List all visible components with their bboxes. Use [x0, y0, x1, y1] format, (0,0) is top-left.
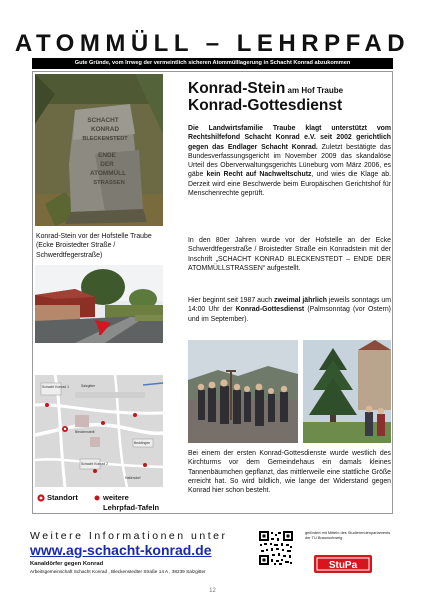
- map-label: Beddingen: [134, 441, 151, 445]
- p1-text-a: Zuletzt bestätigte das Bundesverfassungsgericht im November 2009 das skandalöse Urteil des Oberverwaltungsgerichts Lüneburg vom März 2006, es gäbe: [188, 143, 391, 179]
- p3-bold: zweimal jährlich: [274, 297, 327, 304]
- paragraph-service: [188, 296, 391, 324]
- website-link[interactable]: www.ag-schacht-konrad.de: [30, 542, 212, 558]
- p3-text-c: (Palmsonntag (vor Ostern) und im September).: [188, 306, 391, 323]
- stone-text: SCHACHT: [87, 117, 119, 124]
- stone-text: ATOMMÜLL: [90, 170, 126, 177]
- p1-text-b: , und wies die Klage ab. Derzeit wird eine Beschwerde beim Europäischen Gerichtshof für Menschenrechte geprüft.: [188, 171, 391, 198]
- service-photo-procession: [188, 340, 298, 443]
- headline-small: am Hof Traube: [285, 86, 344, 95]
- stone-text: DER: [100, 161, 114, 168]
- page-title: ATOMMÜLL – LEHRPFAD: [14, 30, 411, 57]
- p3-text-a: Hier beginnt seit 1987 auch: [188, 297, 275, 304]
- stone-photo: [35, 74, 163, 226]
- map-label: Salzgitter: [81, 384, 96, 388]
- headline-konrad-stein: [188, 80, 343, 98]
- service-photo-tree: [303, 340, 391, 443]
- stone-caption: Konrad-Stein vor der Hofstelle Traube (Ecke Broistedter Straße / Schwerdtfegerstraße): [36, 233, 152, 259]
- footer-org: Kanaldörfer gegen Konrad: [30, 561, 104, 567]
- p1-bold-2: kein Recht auf Nachweltschutz: [206, 171, 312, 179]
- weitere-marker-icon: [94, 495, 100, 501]
- headline-main: Konrad-Stein: [188, 80, 286, 97]
- footer-info: Weitere Informationen unter: [30, 530, 228, 542]
- stone-text: KONRAD: [90, 126, 120, 133]
- paragraph-stone: In den 80er Jahren wurde vor der Hofstelle an der Ecke Schwerdtfegerstraße / Broistedter Straße ein Konradstein mit der Inschrift „SCHACHT KONRAD BLECKENSTEDT – ENDE DER ATOMMÜLLSTRASSEN“ aufgestellt.: [188, 237, 391, 272]
- page-number: 12: [209, 588, 216, 594]
- standort-marker-icon: [37, 494, 45, 502]
- sponsor-note: gefördert mit Mitteln des Studierendenparlaments der TU Braunschweig: [305, 530, 391, 540]
- legend-weitere: weitere: [103, 493, 129, 502]
- paragraph-tree: Bei einem der ersten Konrad-Gottesdienste wurde westlich des Kirchturms vor dem Gemeindehaus ein damals kleines Tannenbäumchen gepflanzt, das mittlerweile eine stattliche Größe erreicht hat. So wird bildlich, wie lange der Widerstand gegen Konrad hier schon besteht.: [188, 450, 391, 495]
- p1-bold: Die Landwirtsfamilie Traube klagt unterstützt vom Rechtshilfefond Schacht Konrad e.V. seit 2002 gerichtlich gegen das Endlager Schacht Konrad.: [188, 125, 391, 151]
- stone-text: BLECKENSTEDT: [82, 136, 128, 142]
- map-label: Hallendorf: [125, 476, 141, 480]
- paragraph-lawsuit: [188, 124, 391, 198]
- map-label: Schacht Konrad 1: [42, 385, 69, 389]
- p3-bold-2: Konrad-Gottesdienst: [235, 306, 305, 314]
- legend-standort: Standort: [47, 493, 78, 502]
- map-label: Schacht Konrad 2: [81, 462, 108, 466]
- qr-code-icon[interactable]: [258, 530, 294, 566]
- stupa-logo: [314, 553, 372, 575]
- location-map: [35, 375, 163, 487]
- map-label: Bleckenstedt: [75, 430, 95, 434]
- stone-text: STRASSEN: [93, 180, 125, 186]
- map-legend: [35, 492, 163, 522]
- stupa-text: StuPa: [328, 560, 358, 571]
- headline-gottesdienst: Konrad-Gottesdienst: [188, 97, 343, 114]
- farm-photo: [35, 265, 163, 343]
- legend-lehrpfad: Lehrpfad-Tafeln: [103, 503, 160, 512]
- stone-text: ENDE: [98, 152, 116, 159]
- p3-text-b: jeweils sonntags um 14:00 Uhr der: [188, 297, 391, 314]
- subtitle-bar: Gute Gründe, vom Irrweg der vermeintlich sicheren Atommülllagerung in Schacht Konrad abzukommen: [32, 58, 393, 69]
- footer-address: Arbeitsgemeinschaft Schacht Konrad , Bleckenstedter Straße 14 A , 38239 Salzgitter: [30, 569, 206, 574]
